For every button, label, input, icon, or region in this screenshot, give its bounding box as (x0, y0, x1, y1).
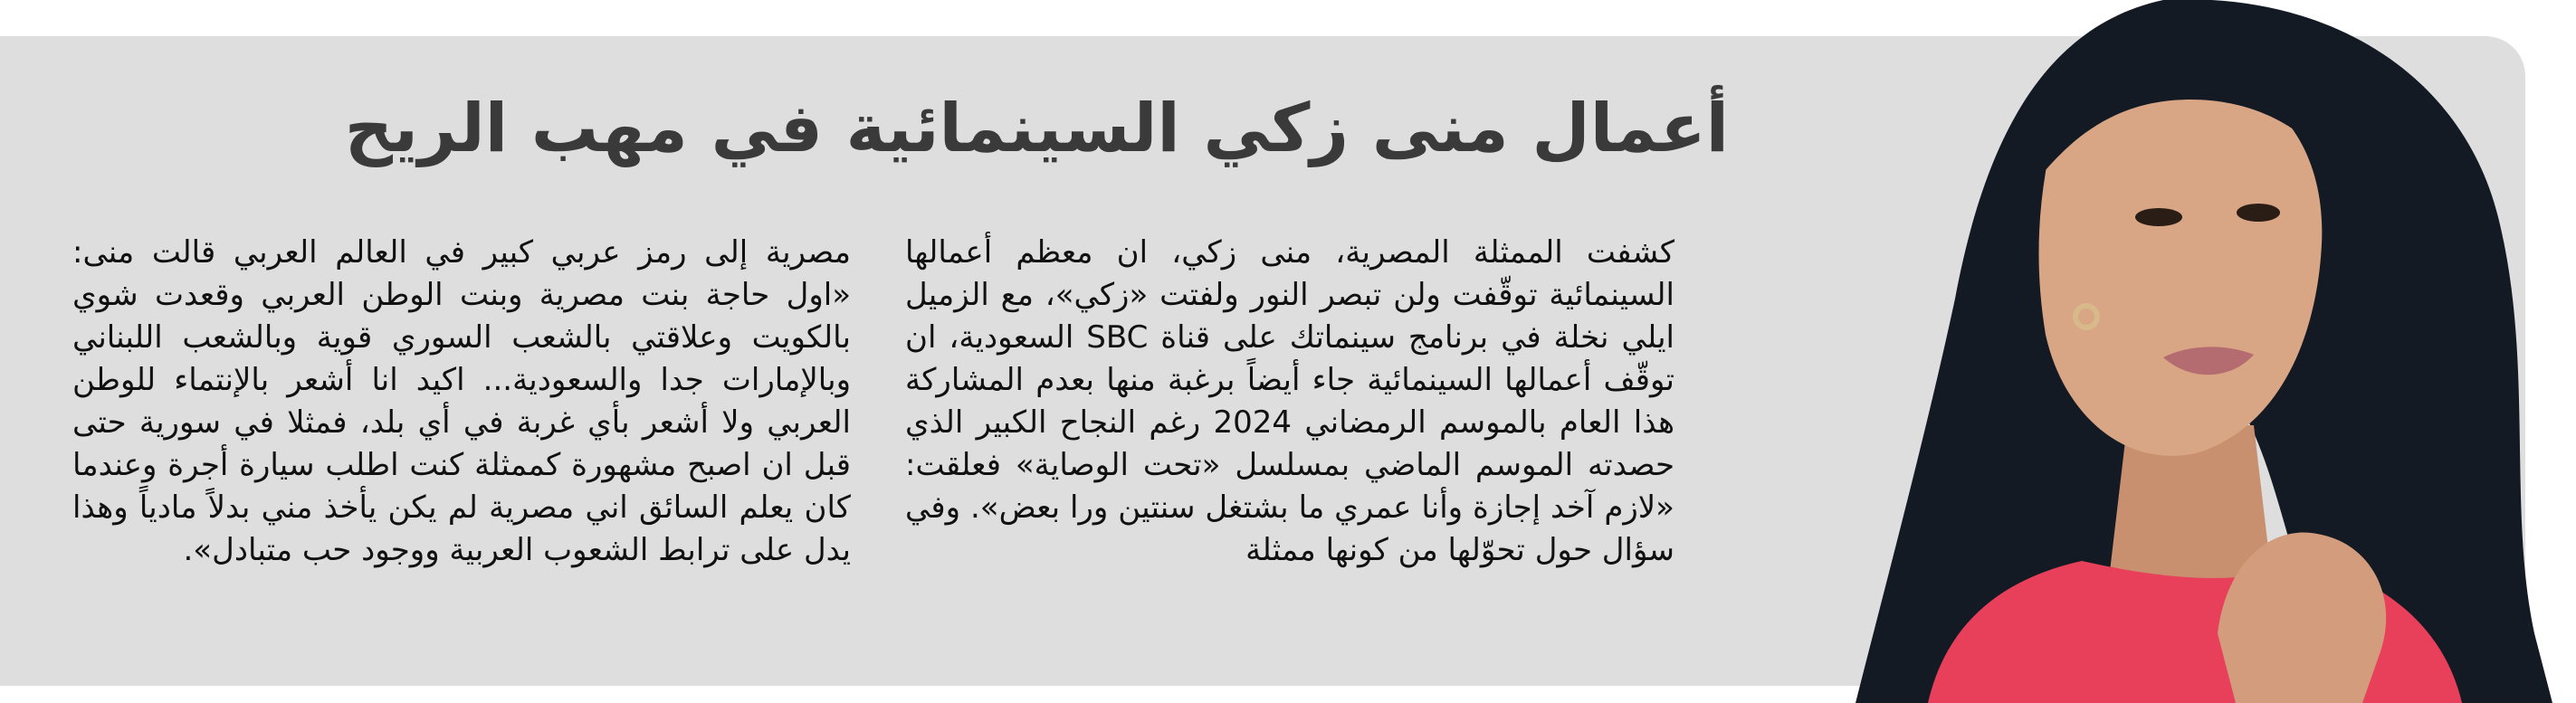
headline: أعمال منى زكي السينمائية في مهب الريح (344, 90, 1729, 167)
column-left-text: مصرية إلى رمز عربي كبير في العالم العربي قالت منى: «اول حاجة بنت مصرية وبنت الوطن العربي وقعدت شوي بالكويت وعلاقتي بالشعب السوري قوية وبالشعب اللبناني وبالإمارات جدا والسعودية... اكيد انا أشعر بالإنتماء للوطن العربي ولا أشعر بأي غربة في أي بلد، فمثلا في سورية حتى قبل ان اصبح مشهورة كممثلة كنت اطلب سيارة أجرة وعندما كان يعلم السائق اني مصرية لم يكن يأخذ مني بدلاً مادياً وهذا يدل على ترابط الشعوب العربية ووجود حب متبادل». (72, 234, 851, 568)
article-column-left (72, 232, 851, 572)
article-column-right (905, 232, 1674, 572)
portrait-eye-left (2135, 208, 2182, 226)
column-right-text: كشفت الممثلة المصرية، منى زكي، ان معظم أعمالها السينمائية توقّفت ولن تبصر النور ولفتت «زكي»، مع الزميل ايلي نخلة في برنامج سينماتك على قناة SBC السعودية، ان توقّف أعمالها السينمائية جاء أيضاً برغبة منها بعدم المشاركة هذا العام بالموسم الرمضاني 2024 رغم النجاح الكبير الذي حصدته الموسم الماضي بمسلسل «تحت الوصاية» فعلقت: «لازم آخد إجازة وأنا عمري ما بشتغل سنتين ورا بعض». وفي سؤال حول تحوّلها من كونها ممثلة (905, 234, 1674, 568)
portrait-photo (1656, 0, 2576, 703)
portrait-eye-right (2237, 204, 2280, 222)
